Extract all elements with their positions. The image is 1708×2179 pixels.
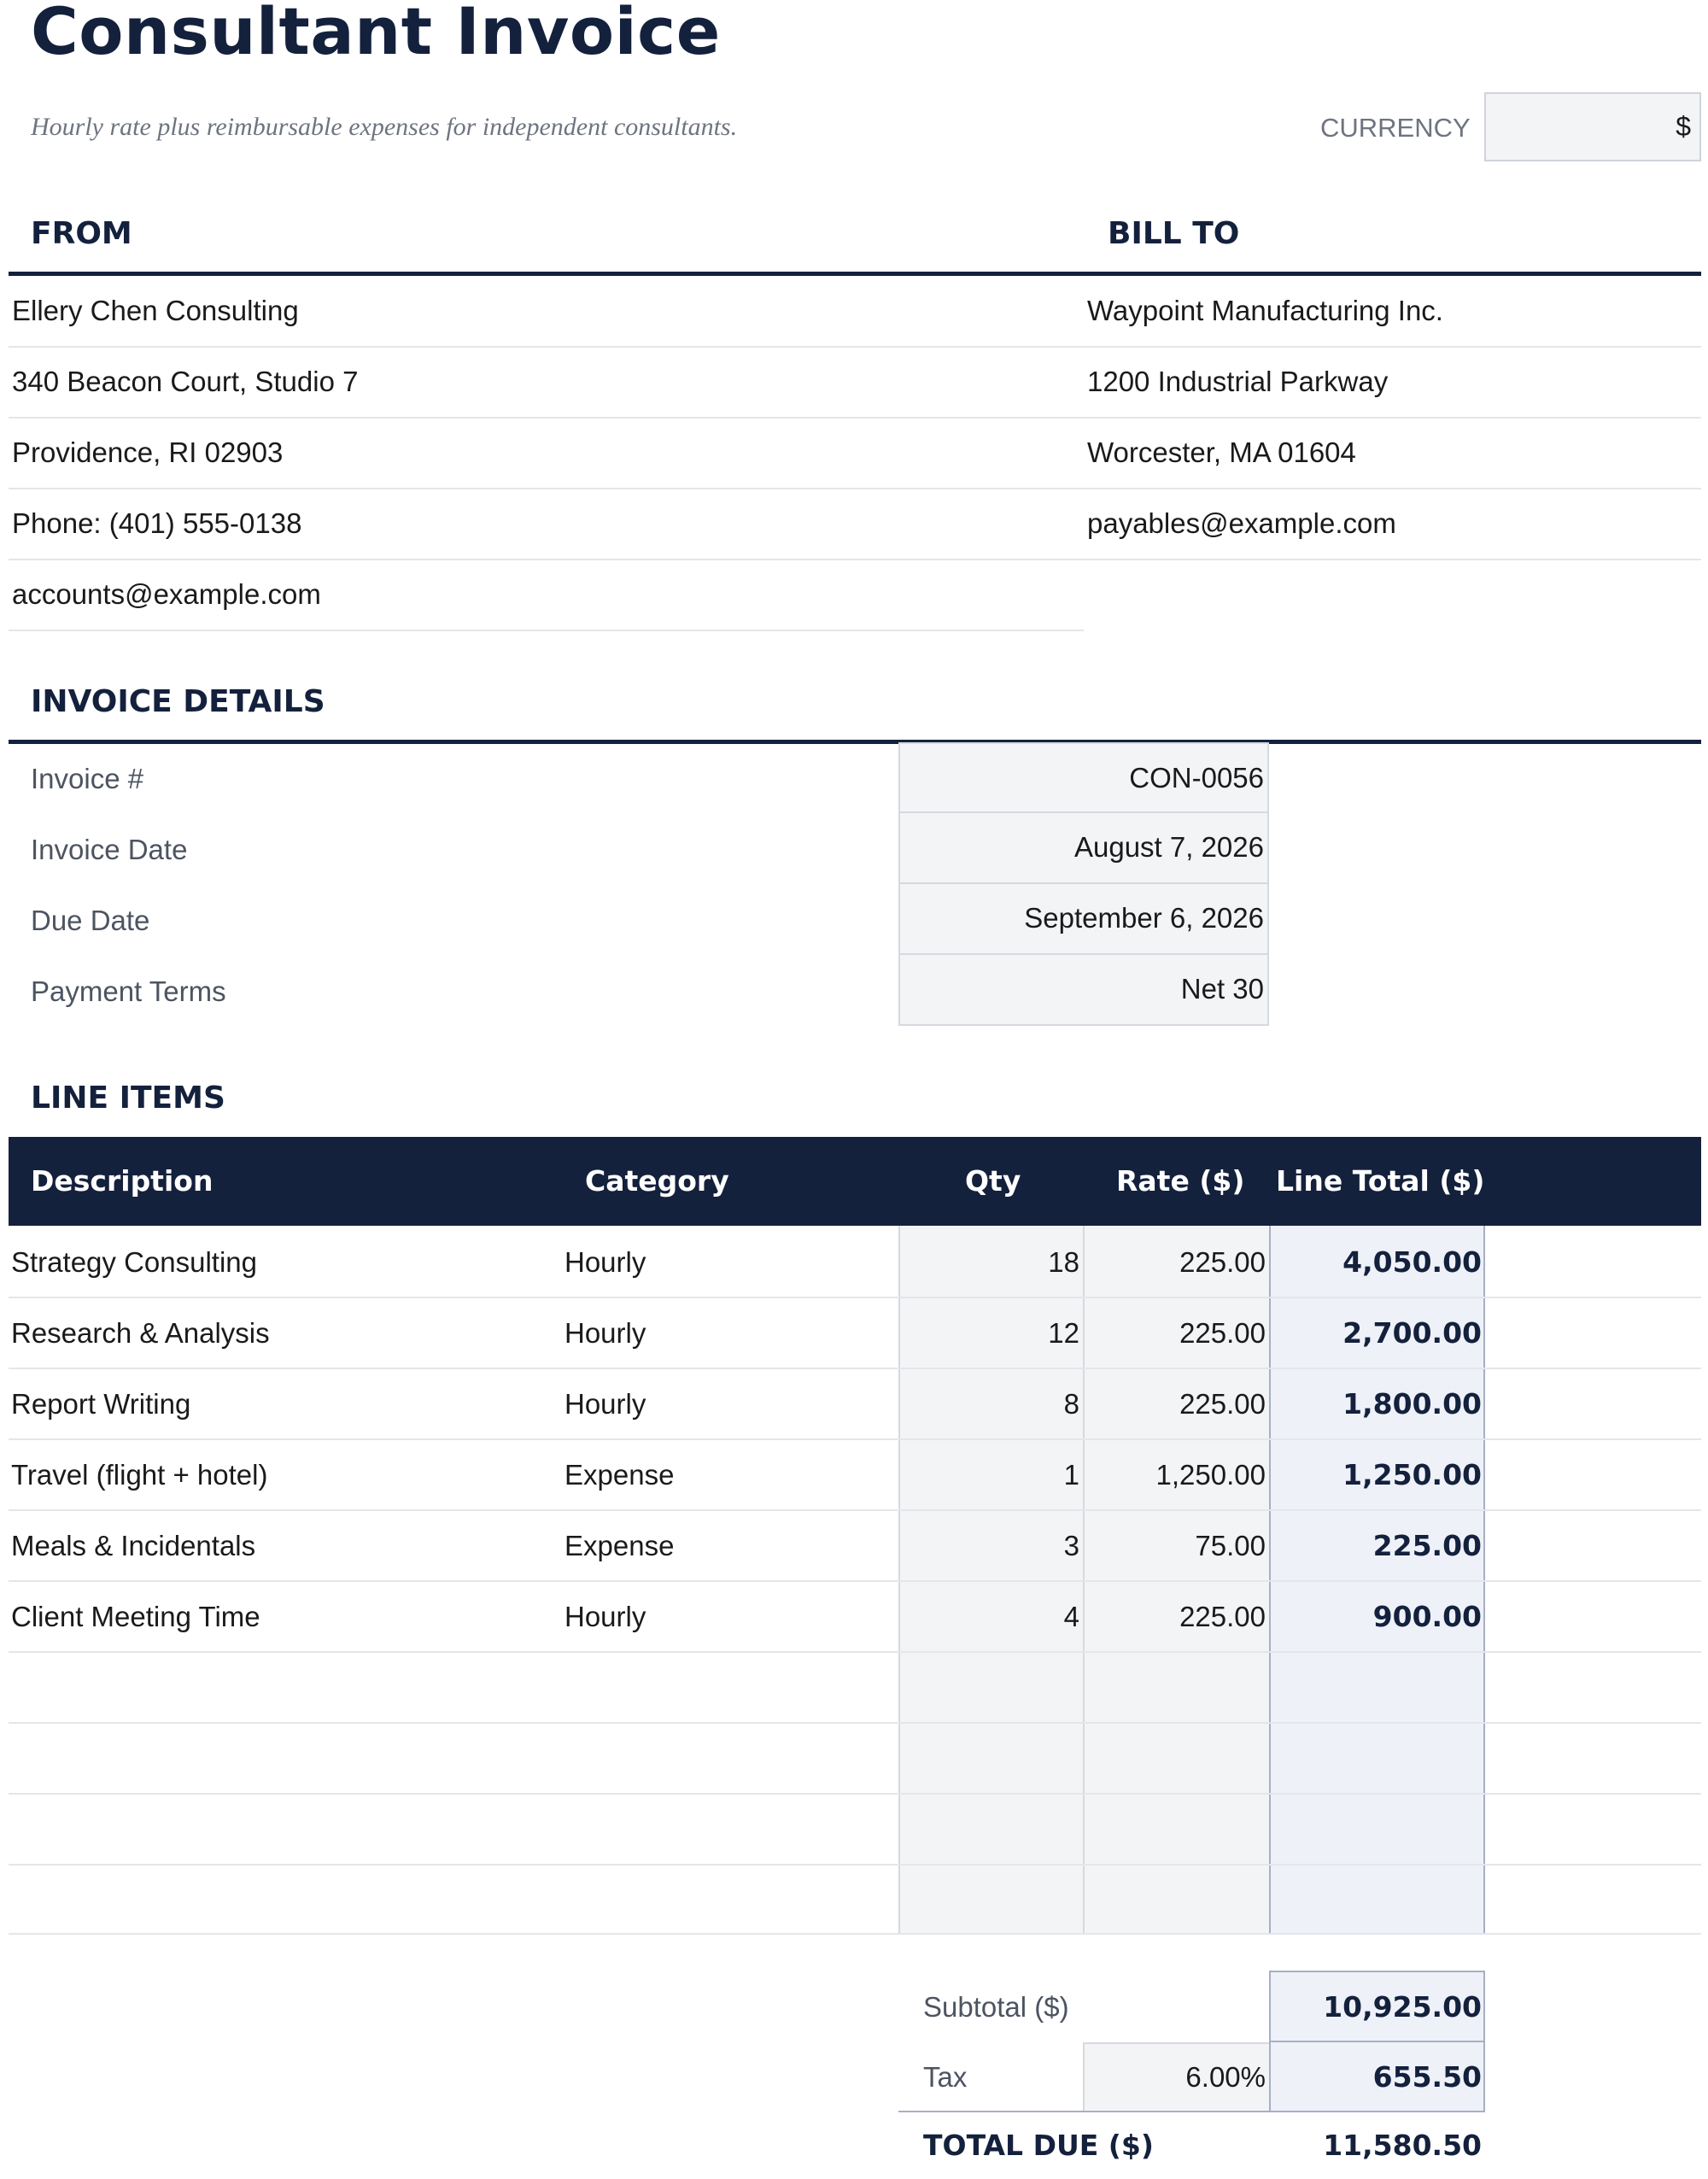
line-item-qty[interactable]: 18 (1048, 1246, 1079, 1278)
bill-to-line[interactable]: Worcester, MA 01604 (1084, 418, 1701, 489)
bill-to-line[interactable]: payables@example.com (1084, 489, 1701, 560)
invoice-number-label: Invoice # (31, 763, 144, 794)
empty-line-item-row[interactable] (9, 1795, 898, 1864)
row-separator (9, 1933, 1701, 1935)
payment-terms-label: Payment Terms (31, 975, 226, 1007)
line-item-qty[interactable]: 8 (1063, 1388, 1079, 1420)
empty-line-item-row[interactable] (9, 1724, 898, 1793)
column-header-category: Category (585, 1164, 729, 1198)
due-date-label: Due Date (31, 905, 150, 936)
bill-to-line[interactable]: 1200 Industrial Parkway (1084, 347, 1701, 419)
from-line[interactable]: 340 Beacon Court, Studio 7 (9, 347, 1084, 419)
line-item-category[interactable]: Hourly (564, 1601, 646, 1632)
line-item-qty[interactable]: 4 (1063, 1601, 1079, 1632)
line-item-rate[interactable]: 75.00 (1195, 1530, 1266, 1561)
page-subtitle: Hourly rate plus reimbursable expenses for independent consultants. (31, 113, 738, 141)
line-item-total: 4,050.00 (1342, 1245, 1482, 1279)
line-item-category[interactable]: Hourly (564, 1317, 646, 1349)
line-item-total: 900.00 (1372, 1600, 1482, 1633)
total-due-label: TOTAL DUE ($) (923, 2129, 1154, 2162)
line-item-description[interactable]: Client Meeting Time (11, 1601, 260, 1632)
invoice-details-heading: INVOICE DETAILS (31, 684, 325, 719)
line-item-qty[interactable]: 3 (1063, 1530, 1079, 1561)
total-due-value: 11,580.50 (1323, 2129, 1482, 2162)
line-item-description[interactable]: Travel (flight + hotel) (11, 1459, 268, 1491)
line-item-rate[interactable]: 225.00 (1179, 1317, 1266, 1349)
empty-line-item-row[interactable] (9, 1653, 898, 1722)
line-item-rate[interactable]: 225.00 (1179, 1246, 1266, 1278)
line-item-description[interactable]: Research & Analysis (11, 1317, 270, 1349)
subtotal-value: 10,925.00 (1323, 1990, 1482, 2024)
line-item-total: 225.00 (1372, 1529, 1482, 1562)
line-item-rate[interactable]: 225.00 (1179, 1601, 1266, 1632)
page-title: Consultant Invoice (31, 0, 721, 69)
column-header-rate: Rate ($) (1116, 1164, 1245, 1198)
from-line[interactable]: Phone: (401) 555-0138 (9, 489, 1084, 560)
line-item-rate[interactable]: 225.00 (1179, 1388, 1266, 1420)
invoice-date-label: Invoice Date (31, 834, 188, 865)
due-date-field[interactable]: September 6, 2026 (898, 884, 1269, 955)
from-line[interactable]: Ellery Chen Consulting (9, 276, 1084, 348)
column-header-qty: Qty (965, 1164, 1021, 1198)
line-item-total: 1,800.00 (1342, 1387, 1482, 1420)
line-item-rate[interactable]: 1,250.00 (1155, 1459, 1266, 1491)
line-item-qty[interactable]: 12 (1048, 1317, 1079, 1349)
line-item-category[interactable]: Hourly (564, 1246, 646, 1278)
line-item-category[interactable]: Hourly (564, 1388, 646, 1420)
bill-to-heading: BILL TO (1108, 216, 1240, 251)
line-item-category[interactable]: Expense (564, 1459, 675, 1491)
tax-rate-field[interactable]: 6.00% (1185, 2061, 1266, 2093)
from-line[interactable]: Providence, RI 02903 (9, 418, 1084, 489)
column-header-description: Description (31, 1164, 214, 1198)
tax-label: Tax (923, 2061, 968, 2093)
from-heading: FROM (31, 216, 132, 251)
line-items-heading: LINE ITEMS (31, 1081, 225, 1116)
currency-input[interactable]: $ (1484, 92, 1701, 161)
empty-line-item-row[interactable] (9, 1866, 898, 1933)
line-item-qty[interactable]: 1 (1063, 1459, 1079, 1491)
subtotal-label: Subtotal ($) (923, 1991, 1069, 2023)
from-line[interactable]: accounts@example.com (9, 559, 1084, 631)
bill-to-line[interactable]: Waypoint Manufacturing Inc. (1084, 276, 1701, 348)
column-header-line-total: Line Total ($) (1276, 1164, 1485, 1198)
line-item-total: 1,250.00 (1342, 1458, 1482, 1491)
line-item-description[interactable]: Meals & Incidentals (11, 1530, 256, 1561)
line-item-total: 2,700.00 (1342, 1316, 1482, 1350)
line-item-description[interactable]: Strategy Consulting (11, 1246, 257, 1278)
currency-label: CURRENCY (1320, 113, 1471, 143)
line-item-category[interactable]: Expense (564, 1530, 675, 1561)
invoice-number-field[interactable]: CON-0056 (898, 742, 1269, 813)
line-item-description[interactable]: Report Writing (11, 1388, 191, 1420)
invoice-date-field[interactable]: August 7, 2026 (898, 813, 1269, 884)
tax-value: 655.50 (1372, 2060, 1482, 2094)
invoice-details-rule (9, 740, 1701, 744)
payment-terms-field[interactable]: Net 30 (898, 955, 1269, 1026)
